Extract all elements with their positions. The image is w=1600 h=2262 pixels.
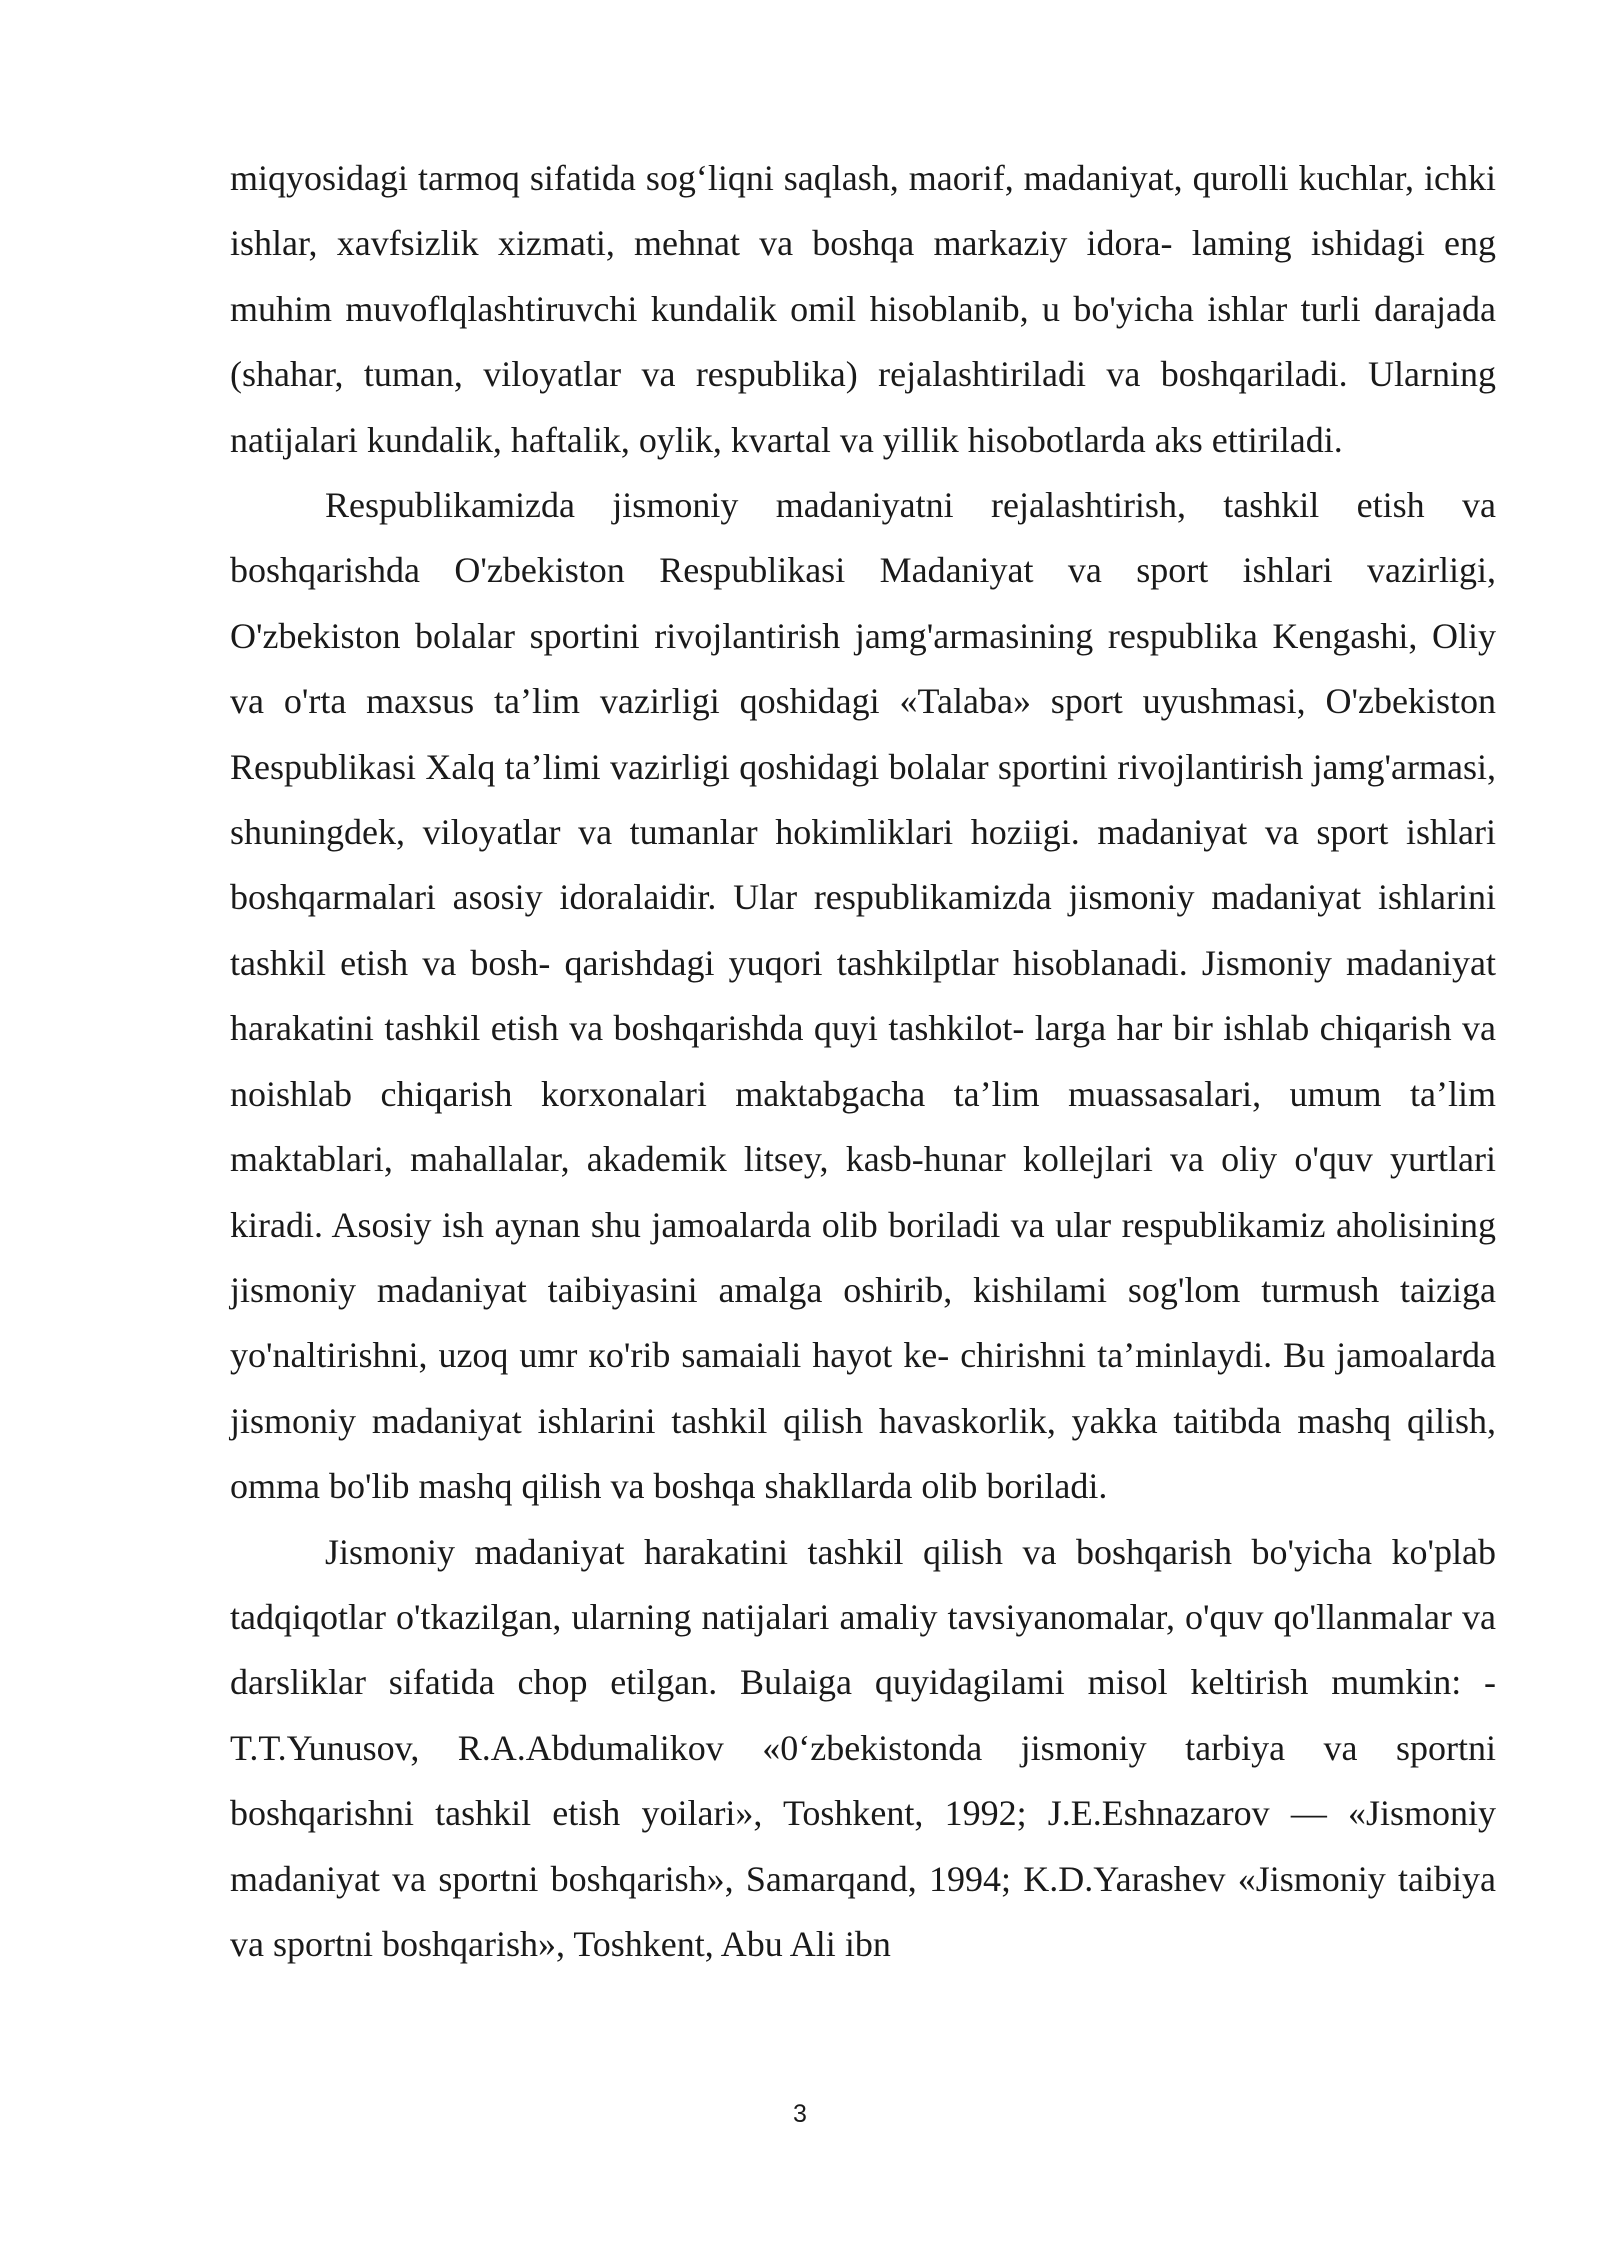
paragraph-3: Jismoniy madaniyat harakatini tashkil qilish va boshqarish bo'yicha ko'plab tadqiqotlar o'tkazilgan, ularning natijalari amaliy tavsiyanomalar, o'quv qo'llanmalar va darsliklar sifatida chop etilgan. Bulaiga quyidagilami misol keltirish mumkin: -T.T.Yunusov, R.A.Abdumalikov «0‘zbekistonda jismoniy tarbiya va sportni boshqarishni tashkil etish yoilari», Toshkent, 1992; J.E.Eshnazarov — «Jismoniy madaniyat va sportni boshqarish», Samarqand, 1994; K.D.Yarashev «Jismoniy taibiya va sportni boshqarish», Toshkent, Abu Ali ibn xyxy=(230,1531,1496,1964)
paragraph-2: Respublikamizda jismoniy madaniyatni rejalashtirish, tashkil etish va boshqarishda O'zbekiston Respublikasi Madaniyat va sport ishlari vazirligi, O'zbekiston bolalar sportini rivojlantirish jamg'armasining respublika Kengashi, Oliy va o'rta maxsus ta’lim vazirligi qoshidagi «Talaba» sport uyushmasi, O'zbekiston Respublikasi Xalq ta’limi vazirligi qoshidagi bolalar sportini rivojlantirish jamg'armasi, shuningdek, viloyatlar va tumanlar hokimliklari hoziigi. madaniyat va sport ishlari boshqarmalari asosiy idoralaidir. Ular respublikamizda jismoniy madaniyat ishlarini tashkil etish va bosh- qarishdagi yuqori tashkilptlar hisoblanadi. Jismoniy madaniyat harakatini tashkil etish va boshqarishda quyi tashkilot- larga har bir ishlab chiqarish va noishlab chiqarish korxonalari maktabgacha ta’lim muassasalari, umum ta’lim maktablari, mahallalar, akademik litsey, kasb-hunar kollejlari va oliy o'quv yurtlari kiradi. Asosiy ish aynan shu jamoalarda olib boriladi va ular respublikamiz aholisining jismoniy madaniyat taibiyasini amalga oshirib, kishilami sog'lom turmush taiziga yo'naltirishni, uzoq umr кo'rib samaiali hayot ke- chirishni ta’minlaydi. Bu jamoalarda jismoniy madaniyat ishlarini tashkil qilish havaskorlik, yakka taitibda mashq qilish, omma bo'lib mashq qilish va boshqa shakllarda olib boriladi. xyxy=(230,485,1496,1507)
paragraph-1: miqyosidagi tarmoq sifatida sog‘liqni saqlash, maorif, madaniyat, qurolli kuchlar, ichki ishlar, xavfsizlik xizmati, mehnat va boshqa markaziy idora- laming ishidagi eng muhim muvoflqlashtiruvchi kundalik omil hisoblanib, u bo'yicha ishlar turli darajada (shahar, tuman, viloyatlar va respublika) rejalashtiriladi va boshqariladi. Ularning natijalari kundalik, haftalik, oylik, kvartal va yillik hisobotlarda aks ettiriladi. xyxy=(230,158,1496,460)
document-body xyxy=(230,146,1496,1977)
page-number: 3 xyxy=(793,2100,807,2128)
